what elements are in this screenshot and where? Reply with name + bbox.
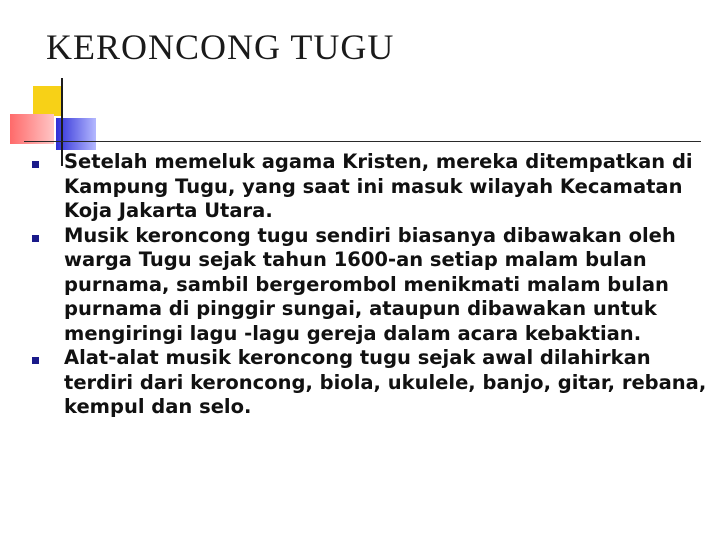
bullet-item — [32, 224, 708, 347]
bullet-list — [32, 150, 708, 420]
bullet-text: Alat-alat musik keroncong tugu sejak awal dilahirkan terdiri dari keroncong, biola, ukulele, banjo, gitar, rebana, kempul dan selo. — [64, 346, 707, 418]
bullet-text: Setelah memeluk agama Kristen, mereka ditempatkan di Kampung Tugu, yang saat ini masuk wilayah Kecamatan Koja Jakarta Utara. — [64, 150, 693, 222]
bullet-item — [32, 150, 708, 224]
decor-red-square — [10, 114, 54, 144]
slide-title: KERONCONG TUGU — [46, 27, 395, 67]
square-bullet-icon — [32, 357, 39, 364]
square-bullet-icon — [32, 161, 39, 168]
bullet-text: Musik keroncong tugu sendiri biasanya dibawakan oleh warga Tugu sejak tahun 1600-an setiap malam bulan purnama, sambil bergerombol menikmati malam bulan purnama di pinggir sungai, ataupun dibawakan untuk mengiringi lagu -lagu gereja dalam acara kebaktian. — [64, 223, 676, 345]
title-divider-line — [24, 141, 701, 142]
decor-yellow-square — [33, 86, 63, 116]
bullet-item — [32, 346, 708, 420]
square-bullet-icon — [32, 235, 39, 242]
